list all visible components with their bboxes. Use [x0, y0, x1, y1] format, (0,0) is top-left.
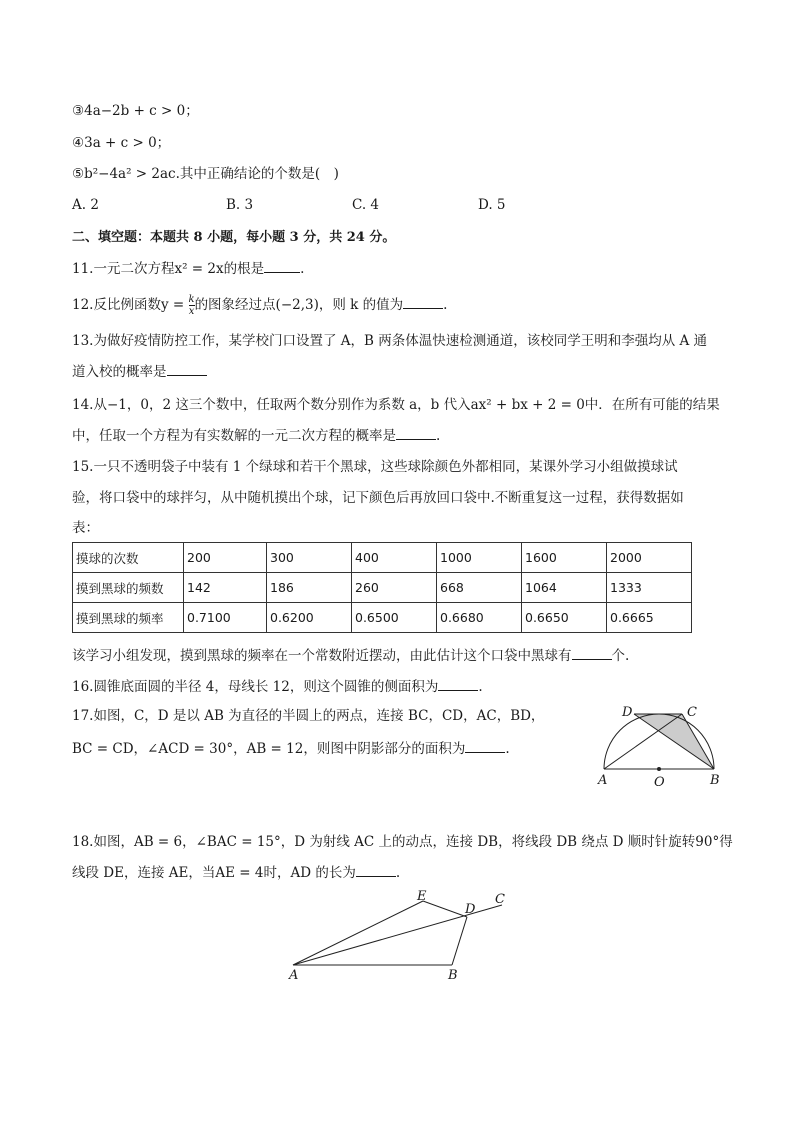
label-o: O [654, 775, 665, 790]
table-cell: 2000 [607, 543, 692, 573]
label-b: B [710, 773, 720, 788]
option-b: B. 3 [226, 197, 254, 213]
table-cell: 1000 [437, 543, 522, 573]
table-cell: 668 [437, 573, 522, 603]
table-cell: 0.6500 [352, 603, 437, 633]
conclusion-3: ③4a−2b + c > 0； [72, 103, 199, 119]
table-cell: 300 [267, 543, 352, 573]
question-12: 12.反比例函数y = $\frac{k}{x}$ 的图象经过点(−2,3)，则 k 的值为 . [72, 294, 448, 317]
table-cell: 400 [352, 543, 437, 573]
conclusion-5: ⑤b²−4a² > 2ac.其中正确结论的个数是( ) [72, 166, 339, 182]
label-e: E [417, 889, 427, 904]
label-d: D [622, 705, 633, 720]
table-cell: 0.6680 [437, 603, 522, 633]
question-15-line1: 15.一只不透明袋子中装有 1 个绿球和若干个黑球，这些球除颜色外都相同，某课外学习小组做摸球试 [72, 459, 678, 475]
label-d: D [465, 902, 476, 917]
segment-db [452, 917, 467, 965]
question-14-line2: 中，任取一个方程为有实数解的一元二次方程的概率是 . [72, 425, 440, 446]
segment-ed [423, 901, 467, 917]
section-heading: 二、填空题：本题共 8 小题，每小题 3 分，共 24 分。 [72, 230, 396, 245]
table-cell: 0.6665 [607, 603, 692, 633]
table-cell: 摸到黑球的频数 [73, 573, 184, 603]
table-cell: 142 [184, 573, 267, 603]
question-16: 16.圆锥底面圆的半径 4，母线长 12，则这个圆锥的侧面积为 . [72, 676, 483, 697]
answer-blank[interactable] [396, 425, 436, 440]
table-cell: 摸球的次数 [73, 543, 184, 573]
question-11: 11.一元二次方程x² = 2x的根是 . [72, 258, 304, 279]
label-a: A [289, 968, 299, 983]
frequency-table [72, 542, 692, 633]
question-17-line2: BC = CD，∠ACD = 30°，AB = 12，则图中阴影部分的面积为 . [72, 738, 510, 759]
table-cell: 摸到黑球的频率 [73, 603, 184, 633]
label-b: B [448, 968, 458, 983]
question-13-line2: 道入校的概率是 [72, 361, 207, 382]
table-cell: 1064 [522, 573, 607, 603]
answer-blank[interactable] [465, 738, 505, 753]
table-cell: 200 [184, 543, 267, 573]
figure-17-semicircle [590, 700, 730, 790]
answer-blank[interactable] [438, 676, 478, 691]
question-15-line2: 验，将口袋中的球拌匀，从中随机摸出个球，记下颜色后再放回口袋中.不断重复这一过程，获得数据如 [72, 490, 684, 506]
label-c: C [687, 705, 697, 720]
question-18-line1: 18.如图，AB = 6，∠BAC = 15°，D 为射线 AC 上的动点，连接 DB，将线段 DB 绕点 D 顺时针旋转90°得 [72, 834, 733, 850]
table-row [73, 573, 692, 603]
table-cell: 186 [267, 573, 352, 603]
figure-18-triangle [280, 885, 520, 985]
center-point [657, 767, 661, 771]
table-cell: 0.6200 [267, 603, 352, 633]
answer-blank[interactable] [572, 645, 612, 660]
question-18-line2: 线段 DE，连接 AE，当AE = 4时，AD 的长为 . [72, 862, 400, 883]
answer-blank[interactable] [403, 294, 443, 309]
label-c: C [495, 892, 505, 907]
question-13-line1: 13.为做好疫情防控工作，某学校门口设置了 A，B 两条体温快速检测通道，该校同学王明和李强均从 A 通 [72, 333, 708, 349]
table-cell: 0.6650 [522, 603, 607, 633]
answer-blank[interactable] [167, 361, 207, 376]
table-cell: 260 [352, 573, 437, 603]
answer-blank[interactable] [356, 862, 396, 877]
table-row [73, 603, 692, 633]
answer-blank[interactable] [264, 258, 300, 273]
table-cell: 1333 [607, 573, 692, 603]
question-15-conclusion: 该学习小组发现，摸到黑球的频率在一个常数附近摆动，由此估计这个口袋中黑球有 个. [72, 645, 629, 666]
question-15-line3: 表： [72, 520, 99, 536]
question-14-line1: 14.从−1，0，2 这三个数中，任取两个数分别作为系数 a，b 代入ax² + bx + 2 = 0中．在所有可能的结果 [72, 397, 720, 413]
table-row [73, 543, 692, 573]
option-a: A. 2 [72, 197, 99, 213]
table-cell: 0.7100 [184, 603, 267, 633]
label-a: A [598, 773, 608, 788]
conclusion-4: ④3a + c > 0； [72, 135, 171, 151]
fraction-k-over-x: $\frac{k}{x}$ [188, 294, 195, 317]
question-17-line1: 17.如图，C，D 是以 AB 为直径的半圆上的两点，连接 BC，CD，AC，BD， [72, 708, 545, 724]
option-c: C. 4 [352, 197, 380, 213]
option-d: D. 5 [478, 197, 506, 213]
table-cell: 1600 [522, 543, 607, 573]
segment-ac [604, 714, 682, 769]
